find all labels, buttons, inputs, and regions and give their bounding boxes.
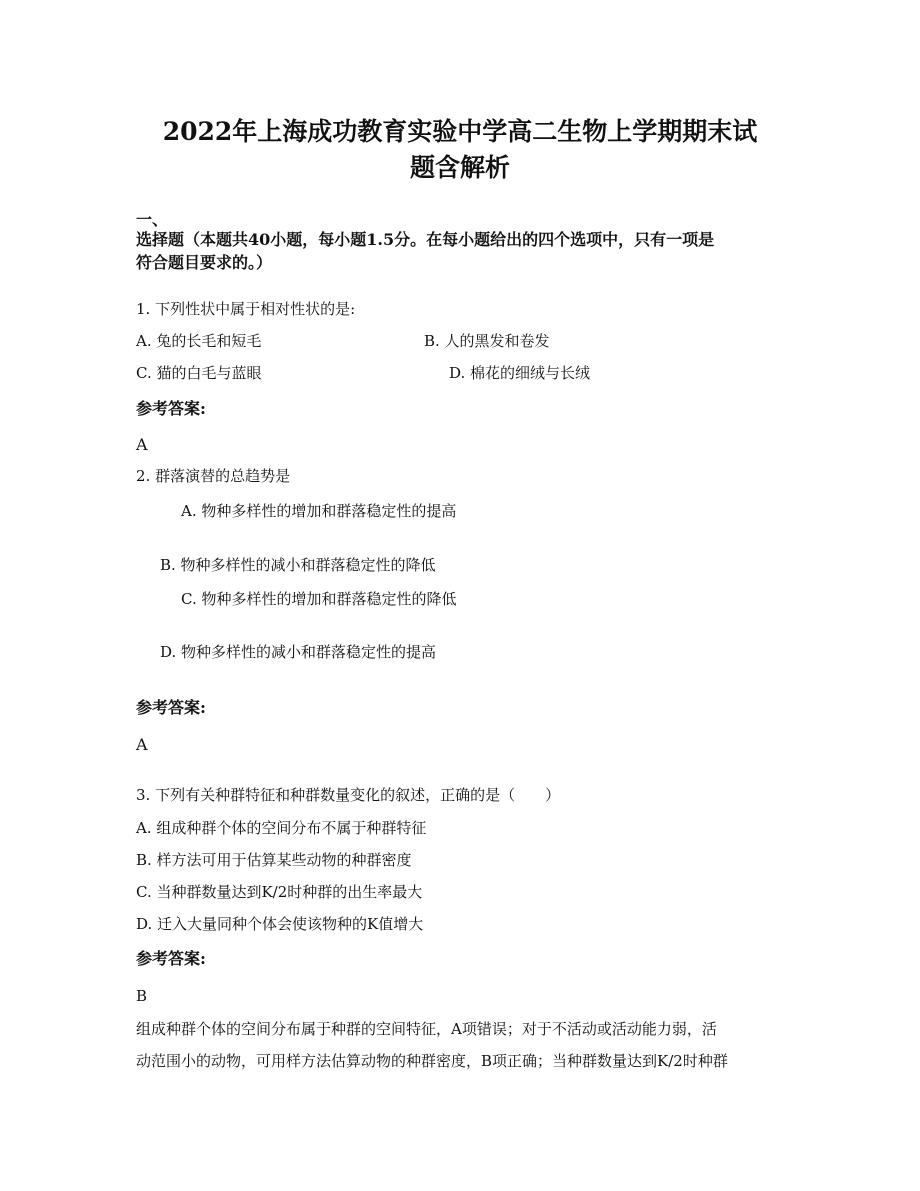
question-3-stem: 3. 下列有关种群特征和种群数量变化的叙述，正确的是（ ） (136, 786, 561, 804)
question-1-stem: 1. 下列性状中属于相对性状的是: (136, 300, 356, 318)
question-1-answer-label: 参考答案: (136, 399, 206, 418)
document-title-line2: 题含解析 (409, 153, 510, 182)
question-3-option-c: C. 当种群数量达到K/2时种群的出生率最大 (136, 883, 423, 901)
question-3-option-d: D. 迁入大量同种个体会使该物种的K值增大 (136, 915, 424, 933)
question-2-option-d: D. 物种多样性的减小和群落稳定性的提高 (160, 643, 437, 661)
question-1-answer: A (136, 435, 148, 454)
question-3-answer: B (136, 987, 148, 1005)
question-2-option-a: A. 物种多样性的增加和群落稳定性的提高 (181, 502, 457, 520)
question-1-option-d: D. 棉花的细绒与长绒 (449, 364, 591, 382)
question-2-answer: A (136, 735, 148, 754)
question-2-option-b: B. 物种多样性的减小和群落稳定性的降低 (160, 556, 436, 574)
question-3-answer-label: 参考答案: (136, 949, 206, 968)
question-3-explanation-line1: 组成种群个体的空间分布属于种群的空间特征，A项错误；对于不活动或活动能力弱，活 (136, 1020, 717, 1038)
question-1-option-c: C. 猫的白毛与蓝眼 (136, 364, 262, 382)
question-3-option-b: B. 样方法可用于估算某些动物的种群密度 (136, 851, 412, 869)
question-2-answer-label: 参考答案: (136, 698, 206, 717)
section-number: 一、 (136, 210, 169, 229)
question-1-option-a: A. 兔的长毛和短毛 (136, 332, 262, 350)
question-2-option-c: C. 物种多样性的增加和群落稳定性的降低 (181, 590, 457, 608)
question-3-option-a: A. 组成种群个体的空间分布不属于种群特征 (136, 819, 427, 837)
section-instruction-line2: 符合题目要求的。） (136, 253, 273, 272)
question-2-stem: 2. 群落演替的总趋势是 (136, 467, 291, 485)
question-1-option-b: B. 人的黑发和卷发 (424, 332, 550, 350)
question-3-explanation-line2: 动范围小的动物，可用样方法估算动物的种群密度，B项正确；当种群数量达到K/2时种群 (136, 1052, 728, 1070)
document-title-line1: 2022年上海成功教育实验中学高二生物上学期期末试 (162, 117, 758, 146)
section-instruction-line1: 选择题（本题共40小题，每小题1.5分。在每小题给出的四个选项中，只有一项是 (136, 230, 715, 249)
